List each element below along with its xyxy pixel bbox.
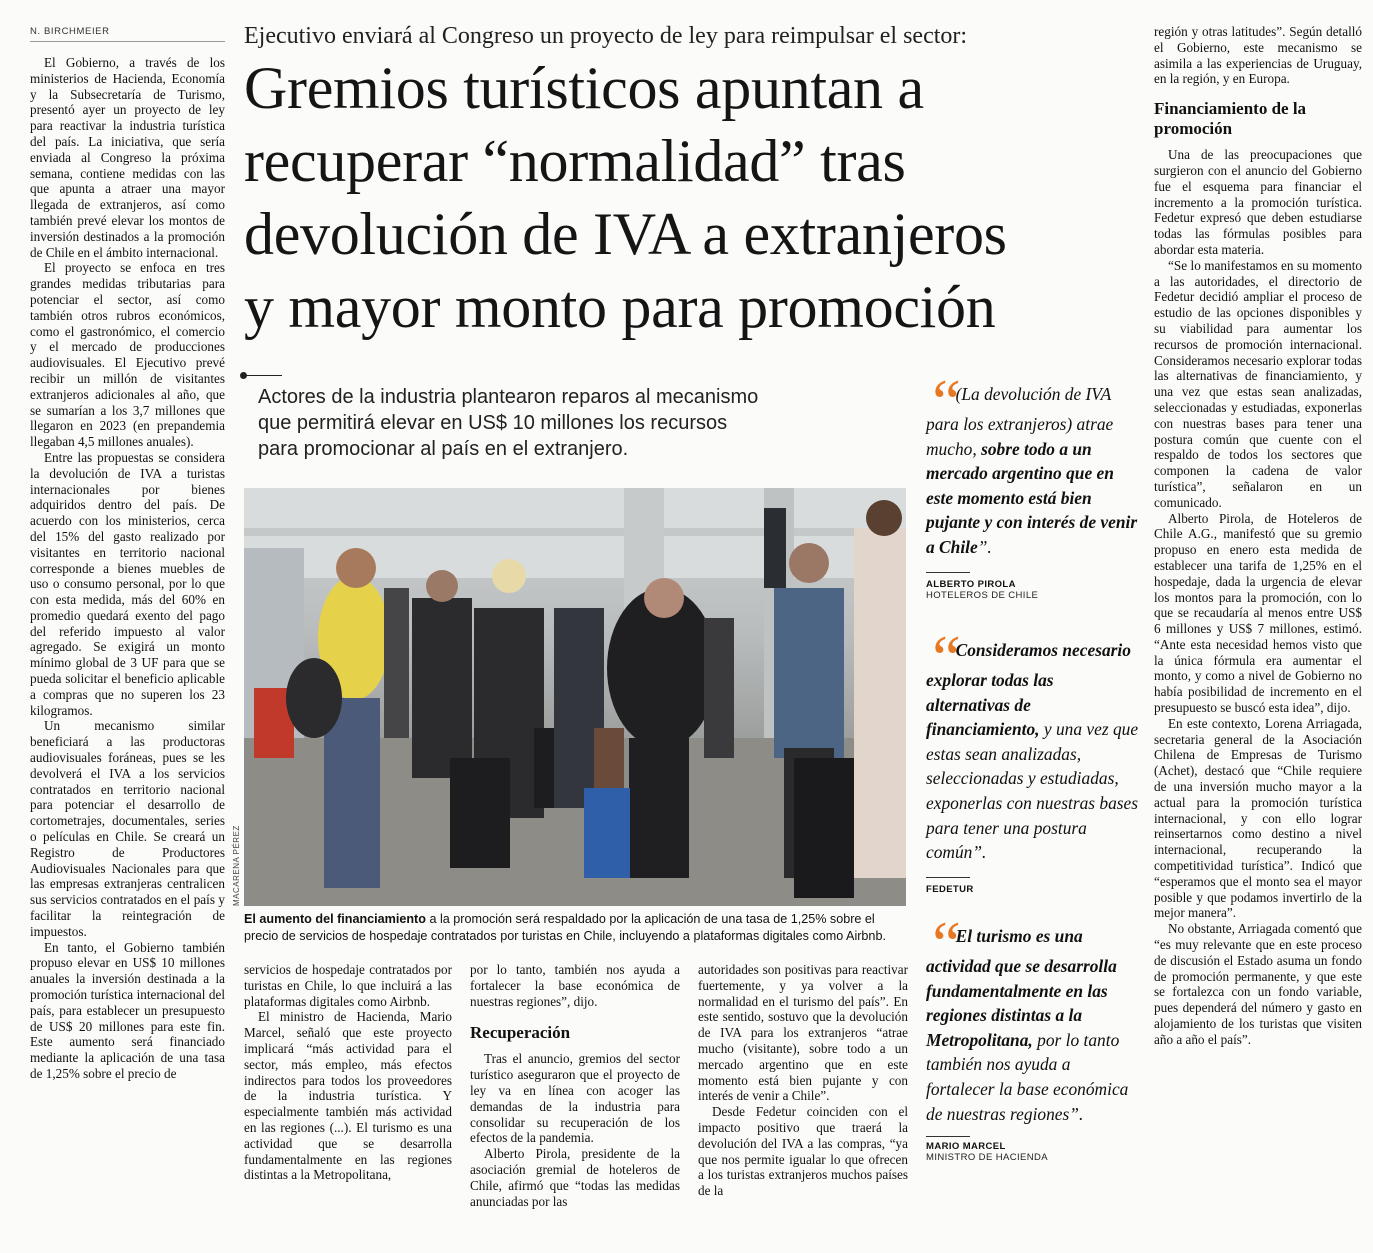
byline: N. BIRCHMEIER xyxy=(30,26,110,37)
caption-text: a la promoción será respaldado por la aplicación de una tasa de 1,25% sobre el precio de servicios de hospedaje contratados por turistas en Chile, incluyendo a plataformas digitales como Airbnb. xyxy=(244,912,886,943)
quote-bold: El turismo es una actividad que se desarrolla fundamentalmente en las regiones distintas a la Metropolitana, xyxy=(926,926,1117,1050)
quote-mark-icon: “ xyxy=(926,622,954,693)
quote-text xyxy=(926,366,1140,560)
quote-italic: por lo tanto también nos ayuda a fortalecer la base económica de nuestras regiones”. xyxy=(926,1029,1129,1124)
article-column-2 xyxy=(244,962,452,1183)
lede-line: Actores de la industria plantearon reparos al mecanismo xyxy=(258,386,759,408)
quote-attribution-name: MARIO MARCEL xyxy=(926,1141,1006,1153)
paragraph: Una de las preocupaciones que surgieron con el anuncio del Gobierno fue el esquema para financiar el incremento a la promoción turística. Fedetur expresó que deben estudiarse todas las fórmulas posibles para abordar esta materia. xyxy=(1154,147,1362,257)
paragraph: En tanto, el Gobierno también propuso elevar en US$ 10 millones anuales la inversión destinada a la promoción turística internacional del país, para establecer un presupuesto de US$ 20 millones para este fin. Este aumento será financiado mediante la aplicación de una tasa de 1,25% sobre el precio de xyxy=(30,939,225,1081)
quote-attribution-role: MINISTRO DE HACIENDA xyxy=(926,1152,1049,1164)
quote-bold: sobre todo a un mercado argentino que en este momento está bien pujante y con interés de venir a Chile xyxy=(926,438,1138,557)
paragraph: “Se lo manifestamos en su momento a las autoridades, el directorio de Fedetur decidió ampliar el proceso de estudio de las opciones disponibles y su viabilidad para aumentar los recursos de promoción internacional. Consideramos necesario explorar todas las alternativas de financiamiento, y una vez que estas sean analizadas, seleccionadas y estudiadas, exponerlas con nuestras bases para tener una postura común que cuente con el respaldo de todos los sectores que componen la cadena de valor turística”, señalaron en un comunicado. xyxy=(1154,257,1362,510)
photo-caption xyxy=(244,911,908,945)
paragraph: Tras el anuncio, gremios del sector turístico aseguraron que el proyecto de ley va en línea con acoger las demandas de la industria para consolidar su recuperación de los efectos de la pandemia. xyxy=(470,1051,680,1146)
lede-line: que permitirá elevar en US$ 10 millones los recursos xyxy=(258,412,728,434)
pull-quote-2 xyxy=(926,622,1140,895)
article-column-1 xyxy=(30,55,225,1082)
headline-line: recuperar “normalidad” tras xyxy=(244,128,906,194)
lede xyxy=(258,384,878,462)
quote-italic: ”. xyxy=(977,536,992,557)
lede-line: para promocionar al país en el extranjero. xyxy=(258,438,629,460)
paragraph: Desde Fedetur coinciden con el impacto positivo que traerá la devolución del IVA a las compras, “ya que nos permite igualar lo que ofrecen a los turistas extranjeros muchos países de la xyxy=(698,1104,908,1199)
paragraph: región y otras latitudes”. Según detalló el Gobierno, este mecanismo se asimila a las experiencias de Uruguay, en la región, y en Europa. xyxy=(1154,24,1362,87)
paragraph: autoridades son positivas para reactivar fuertemente, y ya volver a la normalidad en el turismo del país”. En este sentido, sostuvo que la devolución de IVA para los extranjeros “atrae mucho (visitante), sobre todo a un mercado argentino que en este momento está bien pujante y con interés de venir a Chile”. xyxy=(698,962,908,1104)
headline-line: Gremios turísticos apuntan a xyxy=(244,55,924,121)
section-subhead: Recuperación xyxy=(470,1023,571,1043)
headline-line: devolución de IVA a extranjeros xyxy=(244,201,1007,267)
paragraph: El Gobierno, a través de los ministerios de Hacienda, Economía y la Subsecretaría de Turismo, presentó ayer un proyecto de ley para reactivar la industria turística del país. La iniciativa, que sería enviada al Congreso la próxima semana, contiene medidas con las que apunta a atraer una mayor llegada de extranjeros, así como también prevé elevar los montos de inversión destinados a la promoción de Chile en el ámbito internacional. xyxy=(30,55,225,260)
quote-attribution-name: ALBERTO PIROLA xyxy=(926,578,1016,590)
airport-scene-illustration xyxy=(244,488,906,906)
caption-lead: El aumento del financiamiento xyxy=(244,912,426,926)
quote-attribution-role: HOTELEROS DE CHILE xyxy=(926,589,1039,601)
article-column-3 xyxy=(470,962,680,1209)
section-subhead: Financiamiento de la promoción xyxy=(1154,99,1307,139)
paragraph: El ministro de Hacienda, Mario Marcel, señaló que este proyecto implicará “más actividad para el sector, más empleo, más efectos indirectos para todos los proveedores de la industria turística. Y especialmente también más actividad en las regiones (...). El turismo es una actividad que se desarrolla fundamentalmente en las regiones distintas a la Metropolitana, xyxy=(244,1009,452,1183)
byline-rule xyxy=(30,41,225,42)
paragraph: En este contexto, Lorena Arriagada, secretaria general de la Asociación Chilena de Empresas de Turismo (Achet), destacó que “Chile requiere de una inversión mucho mayor a la actual para la promoción turística internacional, y con ello lograr reinsertarnos como destino a nivel internacional, recuperando la competitividad turística”. Indicó que “esperamos que el monto sea el mayor posible y que podamos invertirlo de la mejor manera”. xyxy=(1154,715,1362,921)
article-column-4 xyxy=(698,962,908,1199)
paragraph: servicios de hospedaje contratados por turistas en Chile, lo que incluirá a las plataformas digitales como Airbnb. xyxy=(244,962,452,1009)
quote-bold: Consideramos necesario explorar todas las alternativas de financiamiento, xyxy=(926,640,1131,740)
paragraph: Entre las propuestas se considera la devolución de IVA a turistas internacionales por bienes adquiridos dentro del país. De acuerdo con los ministerios, cerca del 15% del gasto realizado por visitantes en territorio nacional corresponde a bienes muebles de uso o consumo personal, por lo que con esta medida, más del 60% en promedio quedará exento del pago del referido impuesto al valor agregado. Se exigirá un monto mínimo global de 3 UF para que se pueda solicitar el beneficio aplicable a compras que no superen los 23 kilogramos. xyxy=(30,449,225,718)
quote-rule xyxy=(926,877,970,878)
lede-bullet xyxy=(240,372,247,379)
paragraph: por lo tanto, también nos ayuda a fortalecer la base económica de nuestras regiones”, dijo. xyxy=(470,962,680,1009)
quote-italic: y una vez que estas sean analizadas, seleccionadas y estudiadas, exponerlas con nuestras bases para tener una postura común”. xyxy=(926,719,1139,863)
airport-photo xyxy=(244,488,906,906)
quote-mark-icon: “ xyxy=(926,366,954,437)
quote-rule xyxy=(926,572,970,573)
quote-text xyxy=(926,622,1140,865)
photo-credit: MACARENA PÉREZ xyxy=(232,825,241,906)
quote-text xyxy=(926,908,1140,1126)
kicker: Ejecutivo enviará al Congreso un proyecto de ley para reimpulsar el sector: xyxy=(244,23,968,49)
quote-attribution-name: FEDETUR xyxy=(926,883,974,895)
paragraph: Un mecanismo similar beneficiará a las productoras audiovisuales foráneas, pues se les devolverá el IVA a los servicios contratados en territorio nacional para potenciar el desarrollo de cortometrajes, documentales, series o películas en Chile. Se creará un Registro de Productores Audiovisuales Nacionales para que las empresas extranjeras centralicen sus servicios contratados en el país y facilitar la reintegración de impuestos. xyxy=(30,718,225,939)
quote-italic: (La devolución de IVA para los extranjeros) atrae mucho, xyxy=(926,384,1114,459)
paragraph: Alberto Pirola, de Hoteleros de Chile A.G., manifestó que su gremio propuso en enero esta medida de establecer una tarifa de 1,25% en el hospedaje, dada la urgencia de elevar los montos para la promoción, con lo que se recaudaría al menos entre US$ 6 millones y US$ 7 millones, estimó. “Ante esta necesidad hemos visto que la única fórmula era aumentar el monto, y como a nivel de Gobierno no había posibilidad de incremento en el presupuesto se buscó esta idea”, dijo. xyxy=(1154,510,1362,716)
paragraph: El proyecto se enfoca en tres grandes medidas tributarias para potenciar el sector, así como también otros rubros económicos, como el gastronómico, el comercio y el mercado de producciones audiovisuales. El Ejecutivo prevé recibir un millón de visitantes extranjeros adicionales al año, que se sumarían a los 3,7 millones que llegaron en 2023 (en prepandemia llegaban 4,5 millones anuales). xyxy=(30,260,225,450)
quote-mark-icon: “ xyxy=(926,908,954,979)
lede-rule xyxy=(244,375,282,376)
paragraph: Alberto Pirola, presidente de la asociación gremial de hoteleros de Chile, afirmó que “todas las medidas anunciadas por las xyxy=(470,1146,680,1209)
quote-rule xyxy=(926,1136,970,1137)
paragraph: No obstante, Arriagada comentó que “es muy relevante que en este proceso de discusión el Estado asuma un fondo de promoción permanente, y que este se fortalezca con un fondo variable, pues dependerá del número y gasto en alojamiento de los turistas que visiten año a año el país”. xyxy=(1154,921,1362,1047)
headline xyxy=(244,52,1144,344)
headline-line: y mayor monto para promoción xyxy=(244,274,996,340)
pull-quote-3 xyxy=(926,908,1140,1164)
article-column-6 xyxy=(1154,24,1362,1048)
pull-quote-1 xyxy=(926,366,1140,601)
